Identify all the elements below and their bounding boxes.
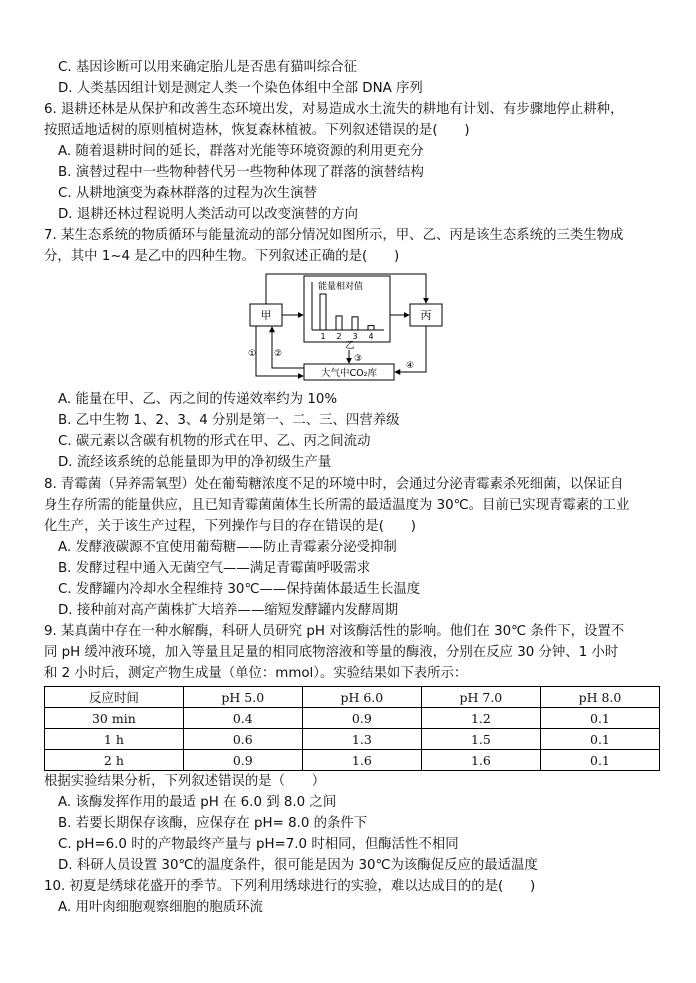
table-header-cell: pH 6.0 [302, 687, 421, 708]
table-cell: 1.6 [421, 750, 540, 771]
table-header-cell: pH 8.0 [540, 687, 659, 708]
q9-option-a: A. 该酶发挥作用的最适 pH 在 6.0 到 8.0 之间 [58, 795, 337, 810]
q8-option-b: B. 发酵过程中通入无菌空气——满足青霉菌呼吸需求 [58, 561, 371, 576]
table-cell: 30 min [45, 708, 184, 729]
q8-stem-cont-1: 身生存所需的能量供应，且已知青霉菌菌体生长所需的最适温度为 30℃。目前已实现青霉素的工业 [44, 498, 630, 513]
q8-option-c: C. 发酵罐内冷却水全程维持 30℃——保持菌体最适生长温度 [58, 582, 421, 597]
table-header-cell: pH 7.0 [421, 687, 540, 708]
table-cell: 0.9 [183, 750, 302, 771]
q5-option-d: D. 人类基因组计划是测定人类一个染色体组中全部 DNA 序列 [58, 81, 423, 96]
bar-1 [320, 294, 326, 330]
q7-option-b: B. 乙中生物 1、2、3、4 分别是第一、二、三、四营养级 [58, 413, 400, 428]
q6-option-a: A. 随着退耕时间的延长，群落对光能等环境资源的利用更充分 [58, 144, 424, 159]
table-cell: 0.1 [540, 708, 659, 729]
arrow-3-label: ③ [353, 354, 363, 364]
jia-label: 甲 [260, 309, 272, 322]
table-cell: 0.1 [540, 750, 659, 771]
q6-option-c: C. 从耕地演变为森林群落的过程为次生演替 [58, 186, 317, 201]
table-row [45, 729, 660, 750]
q10-option-a: A. 用叶肉细胞观察细胞的胞质环流 [58, 900, 263, 915]
bar-label-3: 3 [352, 332, 358, 341]
q6-option-d: D. 退耕还林过程说明人类活动可以改变演替的方向 [58, 207, 359, 222]
q8-option-d: D. 接种前对高产菌株扩大培养——缩短发酵罐内发酵周期 [58, 603, 399, 618]
q9-stem: 9. 某真菌中存在一种水解酶，科研人员研究 pH 对该酶活性的影响。他们在 30℃ 条件下，设置不 [44, 624, 625, 639]
table-cell: 1.6 [302, 750, 421, 771]
bing-label: 丙 [420, 309, 432, 322]
table-cell: 1 h [45, 729, 184, 750]
ecosystem-diagram [246, 272, 446, 384]
q9-option-c: C. pH=6.0 时的产物最终产量与 pH=7.0 时相同，但酶活性不相同 [58, 837, 459, 852]
q7-option-a: A. 能量在甲、乙、丙之间的传递效率约为 10% [58, 392, 338, 407]
table-cell: 1.5 [421, 729, 540, 750]
table-cell: 0.6 [183, 729, 302, 750]
arrow-1-label: ① [247, 349, 257, 359]
bar-2 [336, 316, 342, 330]
q9-stem-cont-2: 和 2 小时后，测定产物生成量（单位：mmol）。实验结果如下表所示： [44, 666, 468, 681]
q6-option-b: B. 演替过程中一些物种替代另一些物种体现了群落的演替结构 [58, 165, 424, 180]
arrow-2-label: ② [273, 349, 283, 359]
bar-label-2: 2 [336, 332, 342, 341]
q6-stem-cont: 按照适地适树的原则植树造林，恢复森林植被。下列叙述错误的是( ) [44, 123, 470, 138]
table-cell: 0.9 [302, 708, 421, 729]
q8-option-a: A. 发酵液碳源不宜使用葡萄糖——防止青霉素分泌受抑制 [58, 540, 397, 555]
bar-chart-ylabel: 能量相对值 [318, 282, 364, 292]
table-row [45, 708, 660, 729]
q7-option-d: D. 流经该系统的总能量即为甲的净初级生产量 [58, 455, 332, 470]
table-cell: 0.4 [183, 708, 302, 729]
co2-label: 大气中CO₂库 [321, 368, 377, 379]
table-cell: 1.2 [421, 708, 540, 729]
bar-4 [368, 326, 374, 330]
q8-stem: 8. 青霉菌（异养需氧型）处在葡萄糖浓度不足的环境中时，会通过分泌青霉素杀死细菌，以保证自 [44, 477, 624, 492]
table-row [45, 750, 660, 771]
q7-option-c: C. 碳元素以含碳有机物的形式在甲、乙、丙之间流动 [58, 434, 371, 449]
table-cell: 1.3 [302, 729, 421, 750]
q6-stem: 6. 退耕还林是从保护和改善生态环境出发，对易造成水土流失的耕地有计划、有步骤地停止耕种， [44, 102, 624, 117]
q7-stem-cont: 分，其中 1~4 是乙中的四种生物。下列叙述正确的是( ) [44, 249, 400, 264]
q9-option-d: D. 科研人员设置 30℃的温度条件，很可能是因为 30℃为该酶促反应的最适温度 [58, 858, 538, 873]
bar-3 [352, 317, 358, 330]
table-cell: 0.1 [540, 729, 659, 750]
table-header-cell: 反应时间 [45, 687, 184, 708]
q9-option-b: B. 若要长期保存该酶，应保存在 pH= 8.0 的条件下 [58, 816, 368, 831]
table-header-row [45, 687, 660, 708]
table-header-cell: pH 5.0 [183, 687, 302, 708]
q9-stem-cont-1: 同 pH 缓冲液环境，加入等量且足量的相同底物溶液和等量的酶液，分别在反应 30 分钟、1 小时 [44, 645, 619, 660]
q10-stem: 10. 初夏是绣球花盛开的季节。下列利用绣球进行的实验，难以达成目的的是( ) [44, 879, 536, 894]
arrow-4-label: ④ [405, 361, 415, 371]
q5-option-c: C. 基因诊断可以用来确定胎儿是否患有猫叫综合征 [58, 60, 358, 75]
table-cell: 2 h [45, 750, 184, 771]
q8-stem-cont-2: 化生产，关于该生产过程，下列操作与目的存在错误的是( ) [44, 519, 416, 534]
yi-label: 乙 [345, 341, 355, 351]
arrow-2-co2-to-jia [272, 327, 304, 368]
bar-label-1: 1 [320, 332, 326, 341]
experiment-table [44, 686, 660, 771]
q7-stem: 7. 某生态系统的物质循环与能量流动的部分情况如图所示，甲、乙、丙是该生态系统的三类生物成 [44, 228, 624, 243]
bar-label-4: 4 [368, 332, 374, 341]
q9-question: 根据实验结果分析，下列叙述错误的是（ ） [44, 774, 326, 789]
